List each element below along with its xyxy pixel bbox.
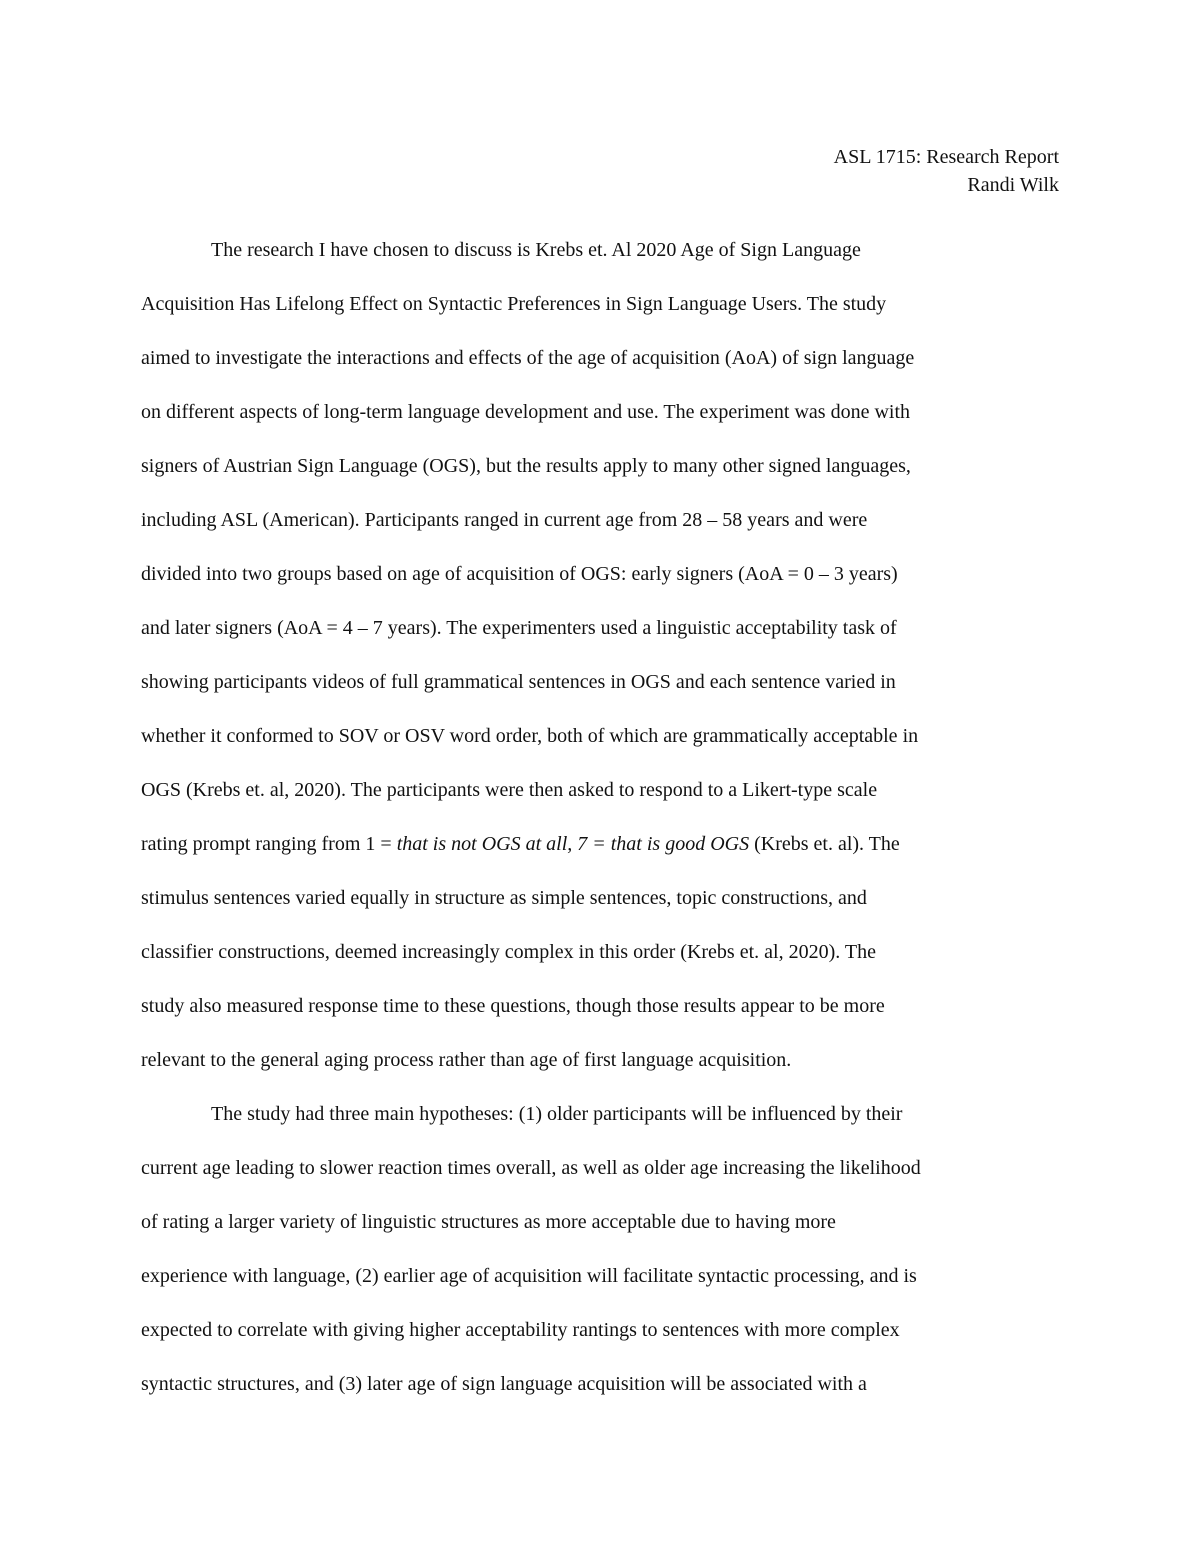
text-line: showing participants videos of full grammatical sentences in OGS and each sentence varied in (141, 671, 896, 693)
text-line: signers of Austrian Sign Language (OGS), but the results apply to many other signed languages, (141, 455, 911, 477)
text-line: syntactic structures, and (3) later age of sign language acquisition will be associated with a (141, 1373, 867, 1395)
text-line: relevant to the general aging process rather than age of first language acquisition. (141, 1049, 792, 1071)
page-header (834, 143, 1059, 199)
text-run: (Krebs et. al). The (749, 833, 900, 855)
text-line: The study had three main hypotheses: (1) older participants will be influenced by their (211, 1103, 903, 1125)
paragraph-2 (141, 1087, 1059, 1411)
text-line: divided into two groups based on age of acquisition of OGS: early signers (AoA = 0 – 3 years) (141, 563, 898, 585)
text-line: OGS (Krebs et. al, 2020). The participants were then asked to respond to a Likert-type scale (141, 779, 878, 801)
text-line: aimed to investigate the interactions and effects of the age of acquisition (AoA) of sign language (141, 347, 915, 369)
document-body (141, 223, 1059, 1411)
text-line: current age leading to slower reaction times overall, as well as older age increasing the likelihood (141, 1157, 921, 1179)
text-line: The research I have chosen to discuss is Krebs et. Al 2020 Age of Sign Language (211, 239, 861, 261)
text-line: including ASL (American). Participants ranged in current age from 28 – 58 years and were (141, 509, 868, 531)
text-line: Acquisition Has Lifelong Effect on Syntactic Preferences in Sign Language Users. The study (141, 293, 887, 315)
author-name: Randi Wilk (967, 174, 1059, 196)
text-line: study also measured response time to these questions, though those results appear to be more (141, 995, 885, 1017)
text-line: classifier constructions, deemed increasingly complex in this order (Krebs et. al, 2020). The (141, 941, 876, 963)
paragraph-1 (141, 223, 1059, 1087)
text-line: expected to correlate with giving higher acceptability rantings to sentences with more complex (141, 1319, 900, 1341)
text-line: whether it conformed to SOV or OSV word order, both of which are grammatically acceptable in (141, 725, 919, 747)
text-line: of rating a larger variety of linguistic structures as more acceptable due to having more (141, 1211, 836, 1233)
text-line: and later signers (AoA = 4 – 7 years). The experimenters used a linguistic acceptability task of (141, 617, 897, 639)
text-run: rating prompt ranging from 1 = (141, 833, 397, 855)
italic-scale-labels: that is not OGS at all, 7 = that is good OGS (396, 833, 750, 855)
text-line: on different aspects of long-term language development and use. The experiment was done with (141, 401, 911, 423)
course-title: ASL 1715: Research Report (833, 146, 1059, 168)
text-line: experience with language, (2) earlier age of acquisition will facilitate syntactic processing, and is (141, 1265, 917, 1287)
text-line-mixed (141, 817, 1059, 871)
text-line: stimulus sentences varied equally in structure as simple sentences, topic constructions, and (141, 887, 867, 909)
